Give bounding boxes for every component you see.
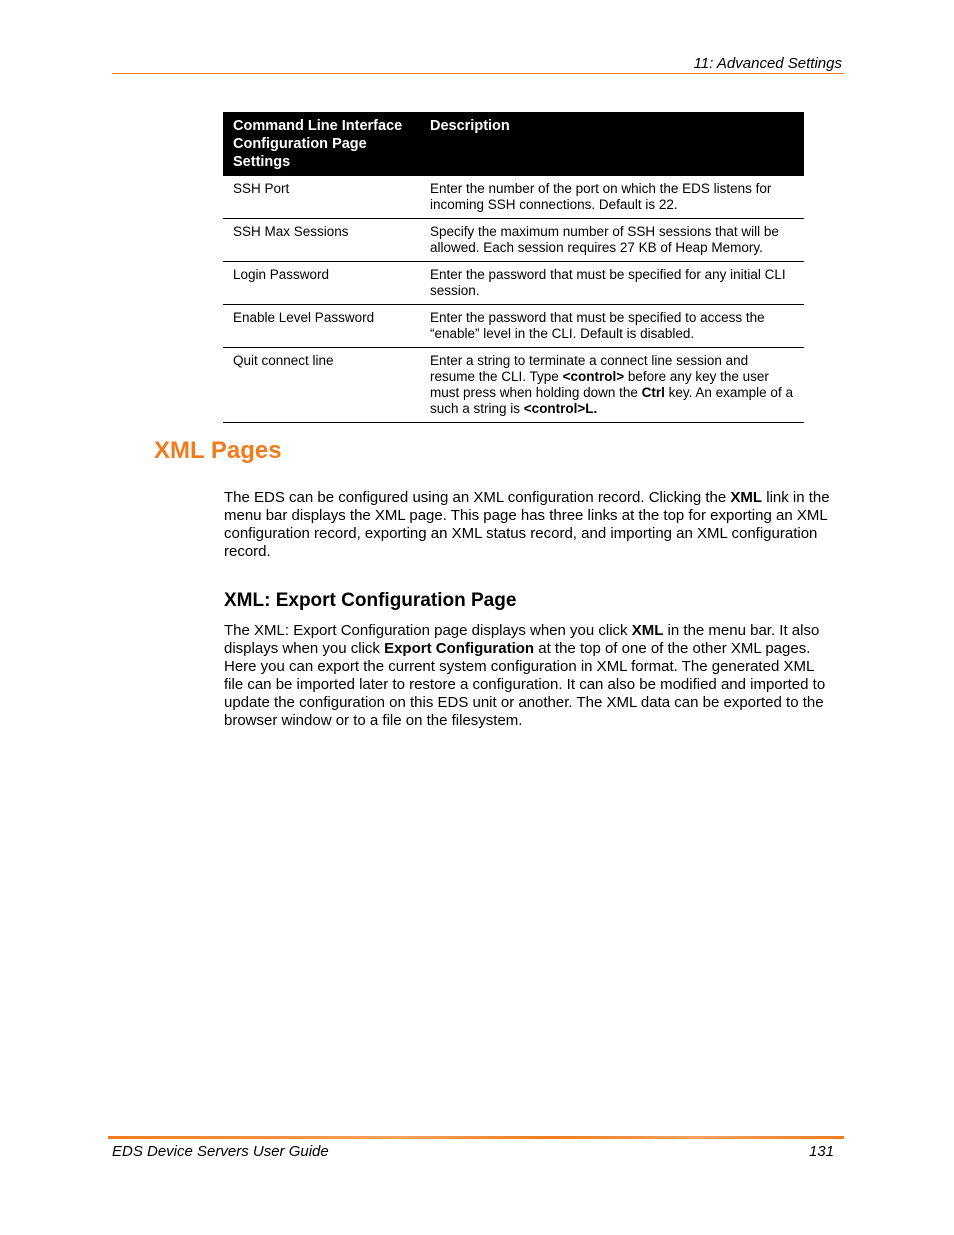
subsection-paragraph <box>224 622 836 730</box>
page-number: 131 <box>808 1143 834 1160</box>
setting-name: SSH Max Sessions <box>223 219 420 262</box>
table-header-row <box>223 112 804 176</box>
table-row <box>223 348 804 423</box>
table-row <box>223 262 804 305</box>
paragraph-bold: XML <box>631 622 664 639</box>
table-row <box>223 176 804 219</box>
setting-description: Enter the password that must be specified to access the “enable” level in the CLI. Default is disabled. <box>420 305 804 348</box>
paragraph-text: in the menu bar. It also displays when you click <box>224 622 820 657</box>
paragraph-text: at the top of one of the other XML pages. Here you can export the current system configuration in XML format. The generated XML file can be imported later to restore a configuration. It can also be modified and imported to update the configuration on this EDS unit or another. The XML data can be exported to the browser window or to a file on the filesystem. <box>224 640 826 729</box>
paragraph-text: link in the menu bar displays the XML page. This page has three links at the top for exporting an XML configuration record, exporting an XML status record, and importing an XML configuration record. <box>224 489 830 560</box>
setting-description: Enter the number of the port on which the EDS listens for incoming SSH connections. Default is 22. <box>420 176 804 219</box>
setting-name: Login Password <box>223 262 420 305</box>
table-row <box>223 305 804 348</box>
setting-name: Enable Level Password <box>223 305 420 348</box>
header-rule <box>112 73 844 74</box>
cli-settings-table <box>223 112 804 423</box>
section-paragraph <box>224 489 836 561</box>
footer-title: EDS Device Servers User Guide <box>112 1143 329 1160</box>
paragraph-text: The EDS can be configured using an XML configuration record. Clicking the <box>224 489 731 506</box>
setting-name: Quit connect line <box>223 348 420 423</box>
description-bold: <control>L. <box>523 401 598 416</box>
description-bold: Ctrl <box>641 385 665 400</box>
description-text: Enter a string to terminate a connect line session and resume the CLI. Type <box>430 353 749 384</box>
description-text: before any key the user must press when holding down the <box>430 369 769 400</box>
paragraph-text: The XML: Export Configuration page displays when you click <box>224 622 632 639</box>
running-header: 11: Advanced Settings <box>693 55 842 72</box>
description-text: key. An example of a such a string is <box>430 385 793 416</box>
footer-rule <box>108 1136 844 1139</box>
paragraph-bold: Export Configuration <box>384 640 535 657</box>
setting-description: Enter the password that must be specified for any initial CLI session. <box>420 262 804 305</box>
table-row <box>223 219 804 262</box>
setting-description <box>420 348 804 423</box>
column-header-settings: Command Line Interface Configuration Page Settings <box>223 112 420 176</box>
setting-name: SSH Port <box>223 176 420 219</box>
paragraph-bold: XML <box>730 489 763 506</box>
setting-description: Specify the maximum number of SSH sessions that will be allowed. Each session requires 27 KB of Heap Memory. <box>420 219 804 262</box>
subsection-title: XML: Export Configuration Page <box>224 590 517 611</box>
column-header-description: Description <box>420 112 804 176</box>
description-bold: <control> <box>562 369 625 384</box>
section-title: XML Pages <box>154 437 282 464</box>
